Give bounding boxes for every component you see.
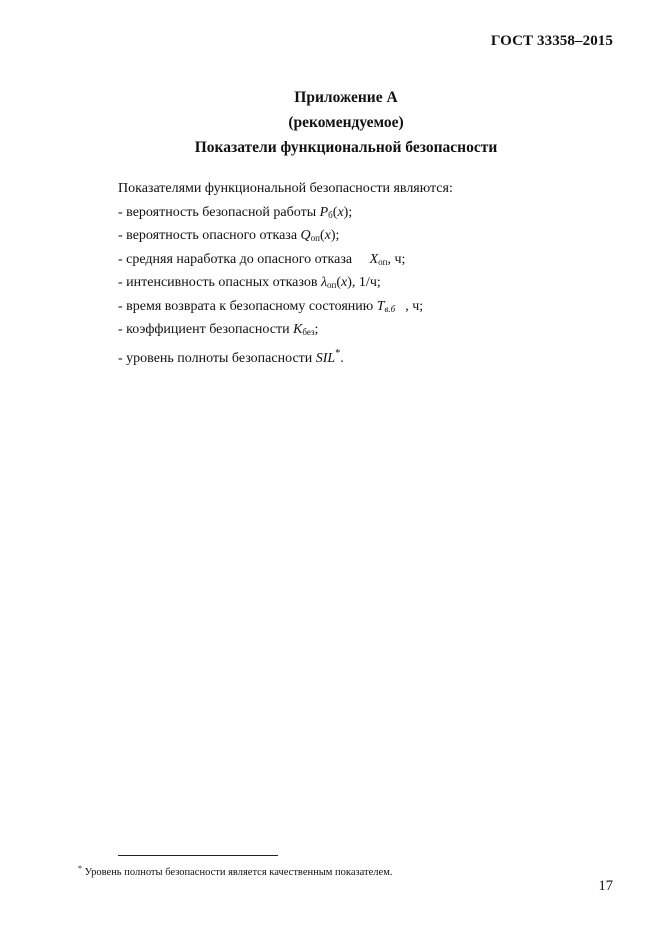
item-text: - коэффициент безопасности xyxy=(118,322,294,337)
item-text: - интенсивность опасных отказов xyxy=(118,275,321,290)
list-item: - интенсивность опасных отказов $\lambda_{оп}(x)$, 1/ч; xyxy=(118,275,381,290)
item-text: - уровень полноты безопасности xyxy=(118,350,316,366)
annex-title: Приложение А xyxy=(294,89,398,106)
list-item: - вероятность безопасной работы $P_б(x)$; xyxy=(118,204,353,220)
footnote xyxy=(78,864,392,878)
item-text: - средняя наработка до опасного отказа xyxy=(118,251,356,267)
item-symbol: λ xyxy=(320,275,328,290)
item-symbol: T xyxy=(376,298,385,314)
footnote-text: Уровень полноты безопасности является качественным показателем. xyxy=(84,867,393,878)
list-item: - вероятность опасного отказа $Q_{оп}(x)$; xyxy=(118,228,340,243)
item-symbol: X xyxy=(369,251,379,267)
item-suffix: , ч; xyxy=(405,298,424,314)
item-subscript: в.б xyxy=(384,303,396,314)
intro-paragraph: Показателями функциональной безопасности являются: xyxy=(118,181,453,196)
item-symbol: K xyxy=(293,322,303,337)
item-suffix: , ч; xyxy=(387,251,406,267)
list-item xyxy=(118,318,453,342)
item-text: - время возврата к безопасному состоянию xyxy=(118,298,377,314)
item-text: - вероятность безопасной работы xyxy=(118,204,320,220)
item-symbol: Q xyxy=(300,228,311,243)
annex-heading-block xyxy=(0,85,661,160)
list-item xyxy=(118,248,453,272)
item-subscript: оп xyxy=(378,256,388,267)
page-number: 17 xyxy=(598,878,613,894)
body-text xyxy=(118,177,453,365)
standard-code: ГОСТ 33358–2015 xyxy=(490,33,613,49)
item-subscript: б xyxy=(328,209,333,220)
item-symbol: SIL xyxy=(315,350,336,366)
footnote-divider xyxy=(118,855,278,856)
list-item xyxy=(118,295,453,319)
annex-heading: Показатели функциональной безопасности xyxy=(194,139,498,156)
item-suffix: . xyxy=(340,350,344,366)
item-symbol: P xyxy=(319,204,329,220)
footnote-marker: * xyxy=(78,864,82,873)
annex-status: (рекомендуемое) xyxy=(288,114,404,131)
item-suffix: ; xyxy=(314,322,319,337)
item-text: - вероятность опасного отказа xyxy=(118,228,301,243)
item-subscript: оп xyxy=(327,280,337,290)
item-footnote-marker: * xyxy=(335,347,341,359)
item-subscript: без xyxy=(302,327,315,337)
list-item xyxy=(118,342,453,366)
item-subscript: оп xyxy=(310,233,320,243)
